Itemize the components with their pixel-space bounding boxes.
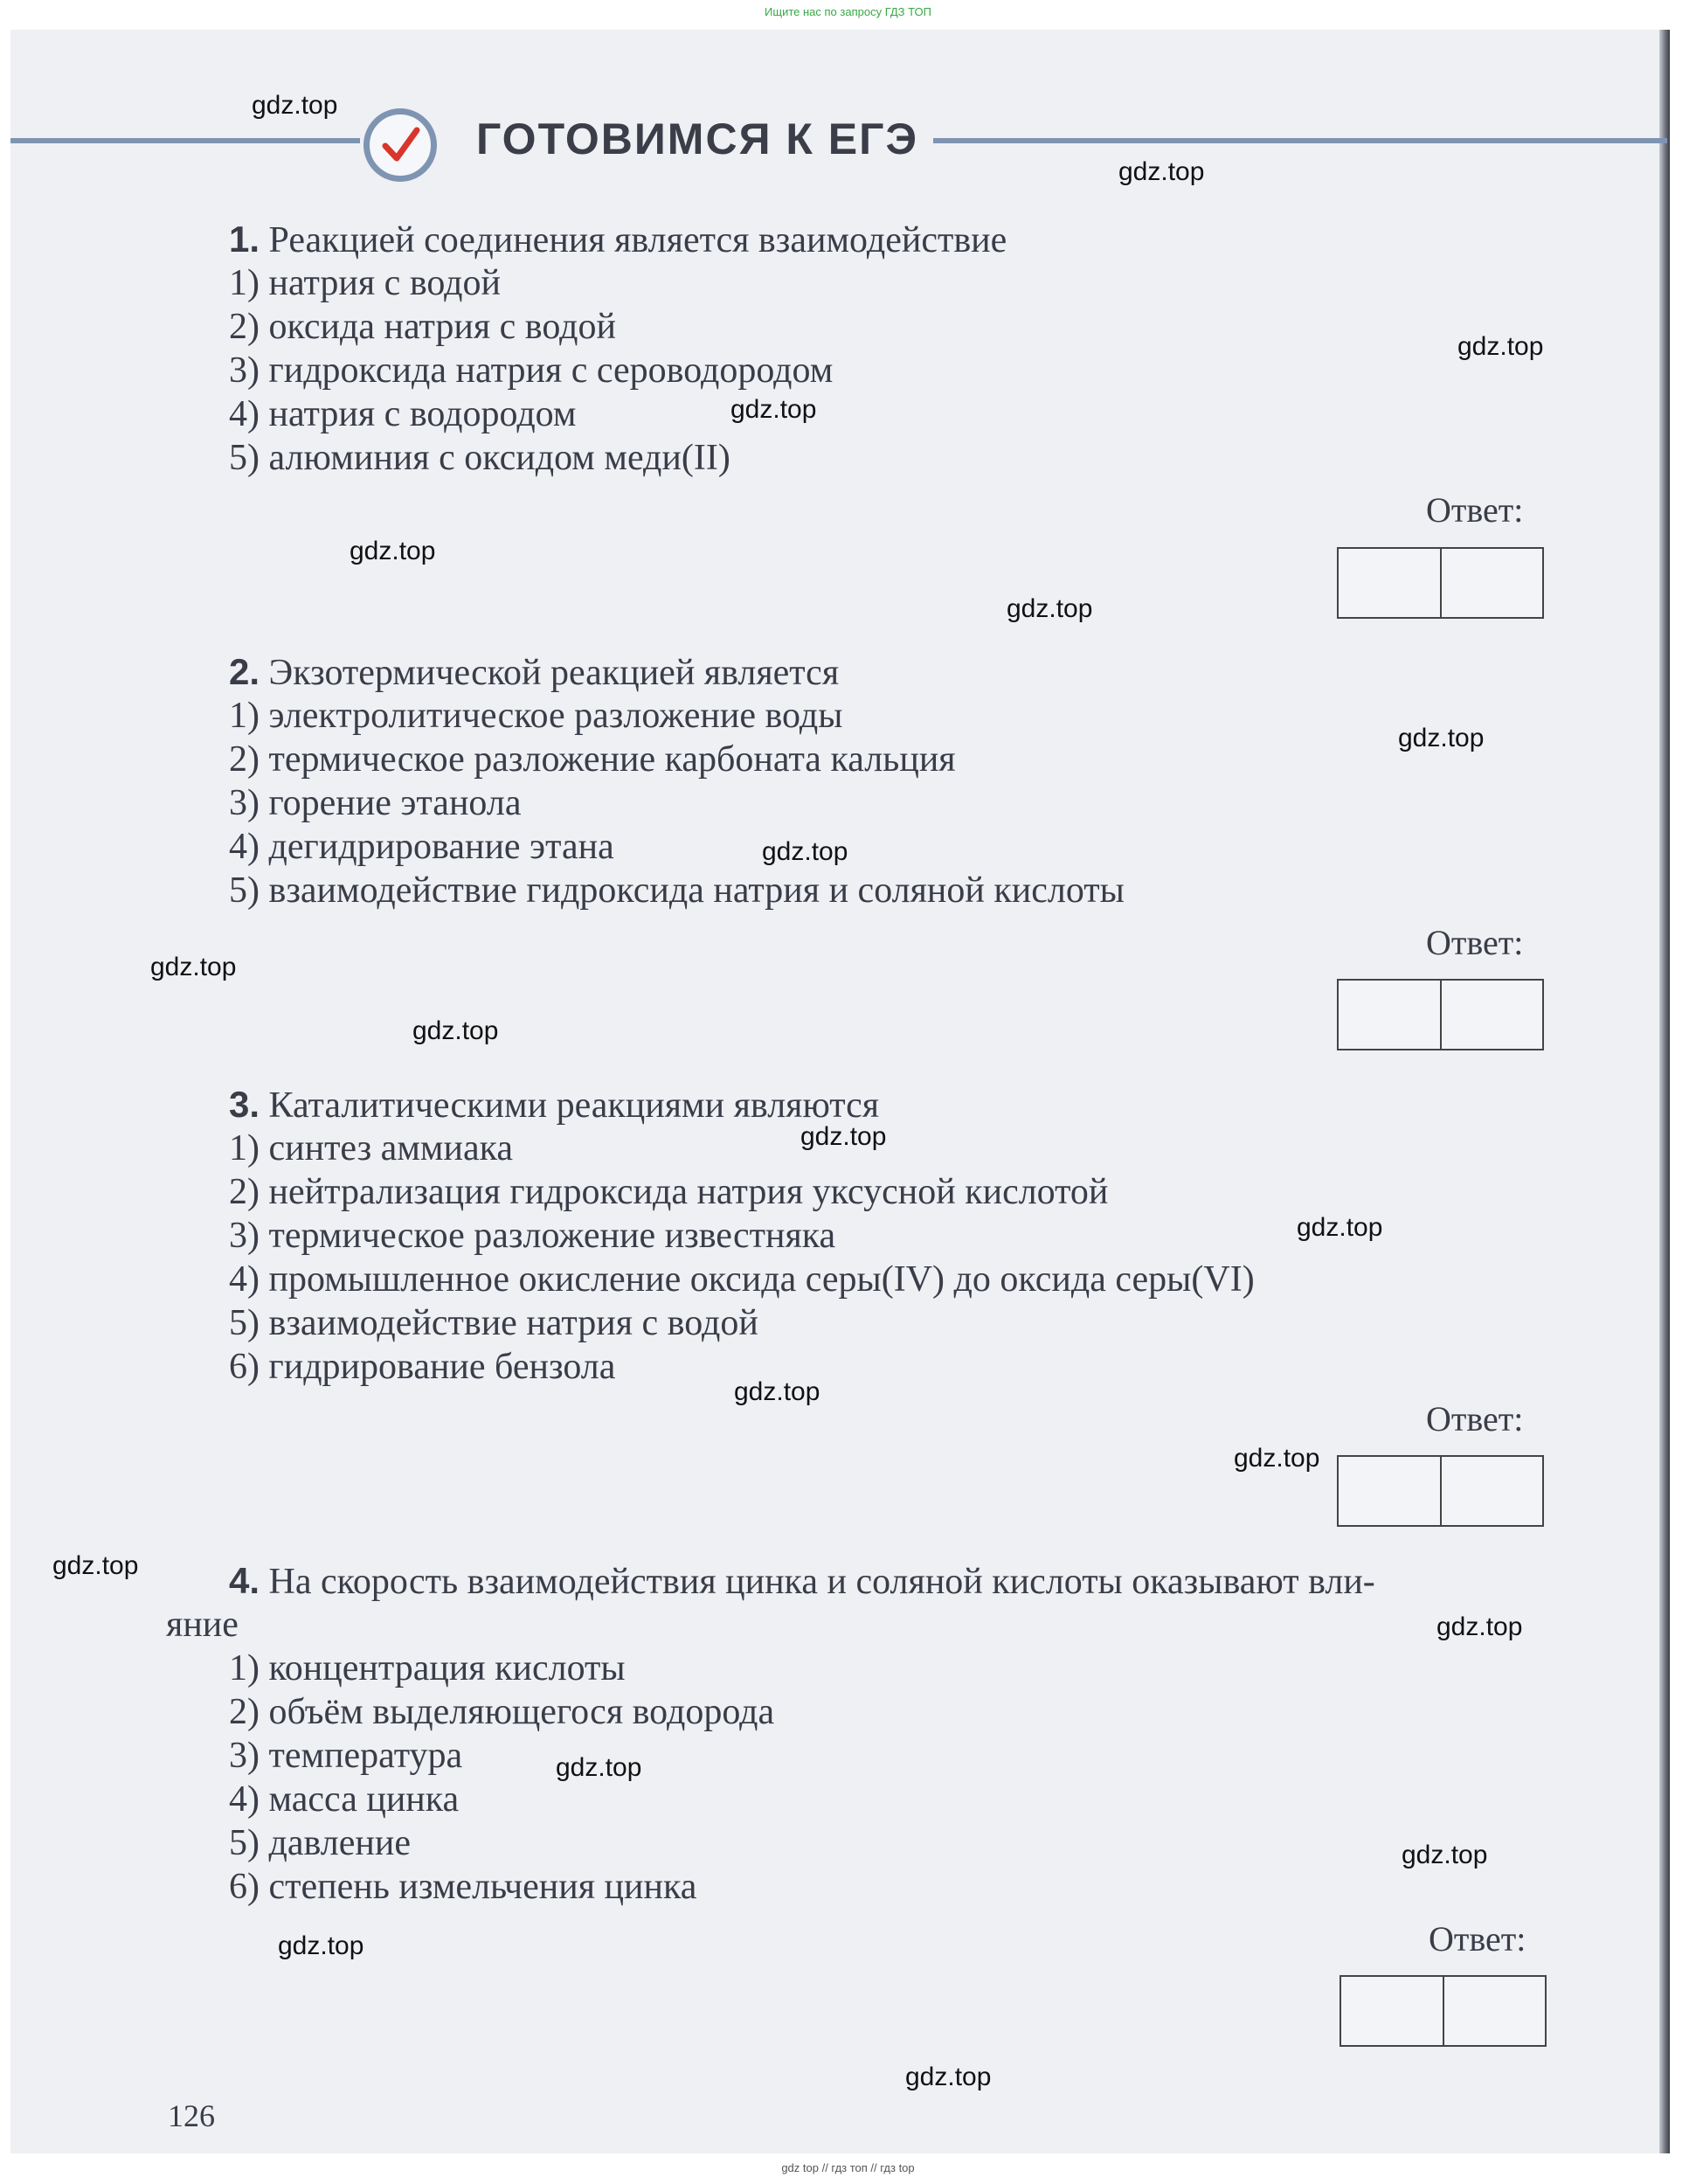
question-text: Экзотермической реакцией является <box>268 653 840 693</box>
question-4-option: 5) давление <box>229 1823 411 1863</box>
question-2-option: 5) взаимодействие гидроксида натрия и соляной кислоты <box>229 870 1125 911</box>
checkmark-icon <box>363 108 437 182</box>
watermark: gdz.top <box>1398 724 1485 752</box>
watermark: gdz.top <box>762 837 848 866</box>
watermark: gdz.top <box>1007 594 1093 623</box>
watermark: gdz.top <box>252 91 338 120</box>
answer-cell[interactable] <box>1339 1457 1442 1525</box>
answer-box-2[interactable] <box>1337 979 1544 1050</box>
answer-label: Ответ: <box>1426 1399 1524 1439</box>
answer-cell[interactable] <box>1339 981 1442 1049</box>
watermark: gdz.top <box>150 953 237 981</box>
question-text: Каталитическими реакциями являются <box>268 1085 880 1126</box>
question-number: 1. <box>229 218 260 260</box>
answer-cell[interactable] <box>1444 1977 1546 2045</box>
bottom-note: gdz top // гдз топ // гдз top <box>781 2161 915 2174</box>
watermark: gdz.top <box>1436 1612 1523 1641</box>
question-1-option: 3) гидроксида натрия с сероводородом <box>229 350 834 391</box>
question-2-option: 1) электролитическое разложение воды <box>229 696 843 736</box>
watermark: gdz.top <box>1402 1841 1488 1869</box>
question-3-option: 3) термическое разложение известняка <box>229 1216 836 1256</box>
watermark: gdz.top <box>1118 157 1205 186</box>
question-number: 4. <box>229 1560 260 1601</box>
answer-box-1[interactable] <box>1337 547 1544 619</box>
question-4-option: 6) степень измельчения цинка <box>229 1867 697 1907</box>
answer-box-3[interactable] <box>1337 1455 1544 1527</box>
section-title: ГОТОВИМСЯ К ЕГЭ <box>476 114 919 163</box>
question-1-option: 5) алюминия с оксидом меди(II) <box>229 438 730 478</box>
question-text: Реакцией соединения является взаимодействие <box>268 220 1007 260</box>
question-4-option: 3) температура <box>229 1736 463 1776</box>
header-rule-left <box>10 138 360 143</box>
answer-cell[interactable] <box>1442 981 1543 1049</box>
question-3-title <box>229 1084 879 1127</box>
answer-label: Ответ: <box>1429 1919 1526 1959</box>
answer-cell[interactable] <box>1442 1457 1543 1525</box>
question-1-option: 4) натрия с водородом <box>229 394 577 434</box>
question-1-title <box>229 218 1007 261</box>
watermark: gdz.top <box>278 1931 364 1960</box>
question-text: На скорость взаимодействия цинка и соляной кислоты оказывают вли- <box>268 1562 1375 1602</box>
watermark: gdz.top <box>1457 332 1544 361</box>
page-spine <box>1659 30 1670 2153</box>
question-4-title <box>229 1560 1375 1603</box>
question-4-option: 4) масса цинка <box>229 1779 460 1820</box>
question-3-option: 4) промышленное окисление оксида серы(IV) до оксида серы(VI) <box>229 1259 1255 1300</box>
question-1-option: 2) оксида натрия с водой <box>229 307 616 347</box>
question-2-option: 2) термическое разложение карбоната кальция <box>229 739 956 780</box>
answer-cell[interactable] <box>1442 549 1543 617</box>
question-4-option: 2) объём выделяющегося водорода <box>229 1692 775 1732</box>
page-number: 126 <box>168 2098 215 2133</box>
question-2-title <box>229 651 839 694</box>
watermark: gdz.top <box>734 1377 820 1406</box>
answer-box-4[interactable] <box>1339 1975 1547 2047</box>
watermark: gdz.top <box>1297 1213 1383 1242</box>
question-4-option: 1) концентрация кислоты <box>229 1648 626 1688</box>
watermark: gdz.top <box>556 1753 642 1782</box>
header-rule-right <box>933 138 1667 143</box>
watermark: gdz.top <box>412 1016 499 1045</box>
question-4-title-cont: яние <box>166 1605 239 1645</box>
watermark: gdz.top <box>730 395 817 424</box>
answer-cell[interactable] <box>1341 1977 1444 2045</box>
question-number: 2. <box>229 651 260 692</box>
question-2-option: 4) дегидрирование этана <box>229 827 614 867</box>
question-1-option: 1) натрия с водой <box>229 263 502 303</box>
watermark: gdz.top <box>905 2063 992 2091</box>
top-note: Ищите нас по запросу ГДЗ ТОП <box>765 5 931 18</box>
question-3-option: 2) нейтрализация гидроксида натрия уксусной кислотой <box>229 1172 1109 1212</box>
watermark: gdz.top <box>800 1122 887 1151</box>
watermark: gdz.top <box>1234 1444 1320 1473</box>
watermark: gdz.top <box>52 1551 139 1580</box>
question-3-option: 5) взаимодействие натрия с водой <box>229 1303 758 1343</box>
question-number: 3. <box>229 1084 260 1125</box>
question-3-option: 1) синтез аммиака <box>229 1128 514 1168</box>
answer-cell[interactable] <box>1339 549 1442 617</box>
answer-label: Ответ: <box>1426 923 1524 962</box>
watermark: gdz.top <box>350 537 436 565</box>
question-2-option: 3) горение этанола <box>229 783 522 823</box>
question-3-option: 6) гидрирование бензола <box>229 1347 616 1387</box>
answer-label: Ответ: <box>1426 490 1524 530</box>
